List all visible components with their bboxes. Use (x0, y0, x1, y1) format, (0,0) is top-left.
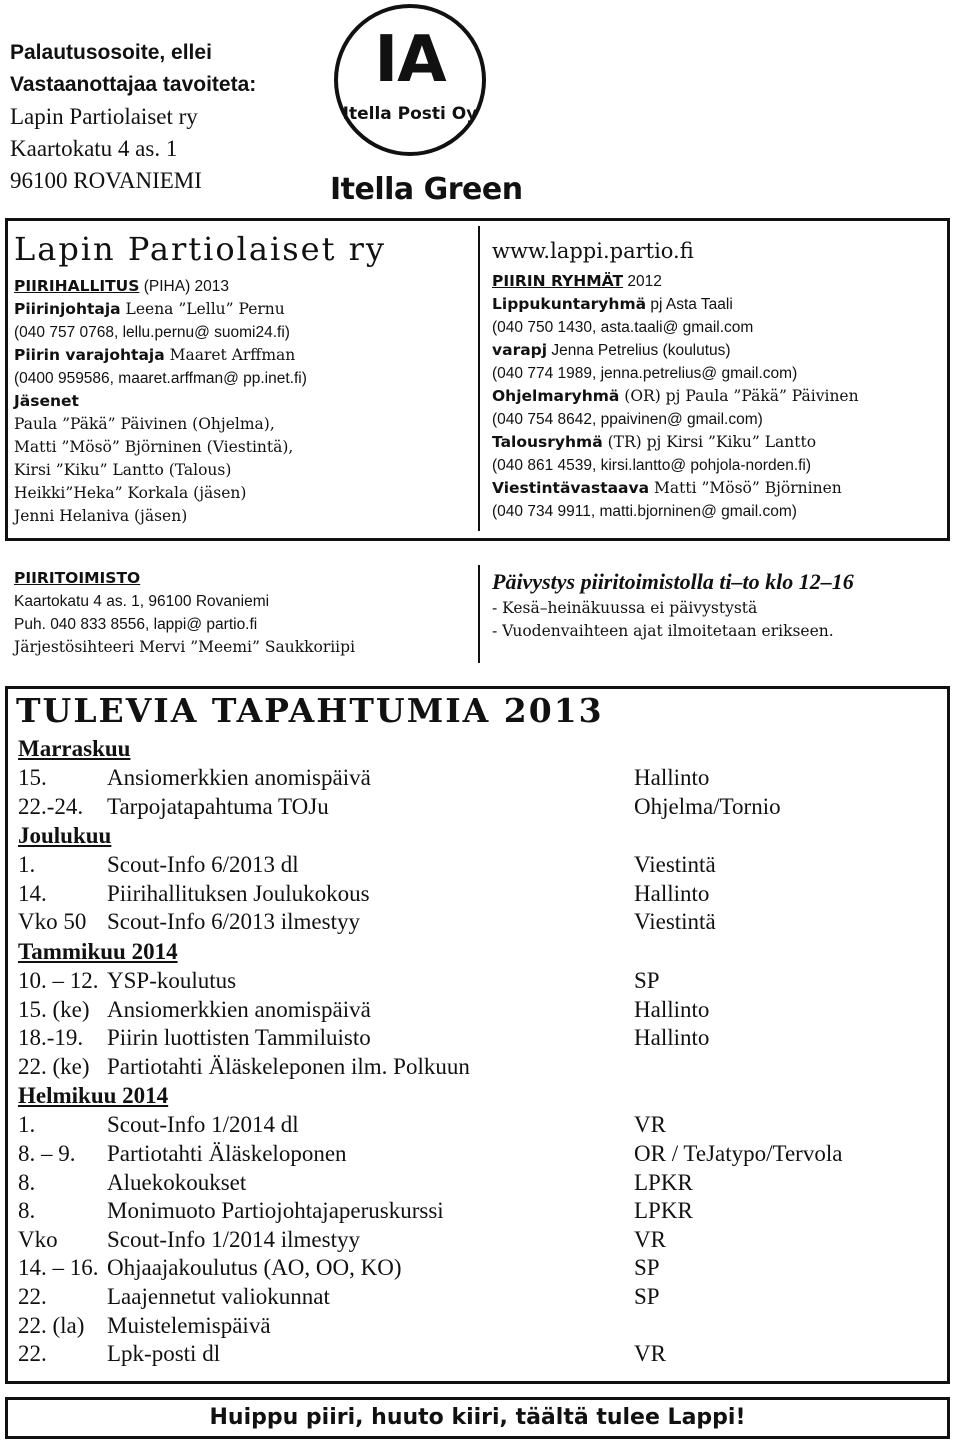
event-name: Scout-Info 6/2013 dl (107, 852, 299, 878)
board-heading: PIIRIHALLITUS (14, 277, 140, 295)
office-heading: PIIRITOIMISTO (14, 569, 141, 587)
event-row (18, 851, 938, 880)
flag-deputy-line (492, 339, 859, 362)
event-organizer: Hallinto (634, 765, 710, 790)
return-label-line2: Vastaanottajaa tavoiteta: (10, 73, 257, 96)
leader-label: Piirinjohtaja (14, 300, 121, 318)
leader-contact: (040 757 0768, lellu.pernu@ suomi24.fi) (14, 324, 290, 341)
deputy-contact: (0400 959586, maaret.arffman@ pp.inet.fi) (14, 370, 307, 387)
member-item: Heikki”Heka” Korkala (jäsen) (14, 484, 247, 502)
program-group-line (492, 385, 859, 408)
event-organizer: SP (634, 1255, 660, 1281)
return-city: 96100 ROVANIEMI (10, 168, 202, 193)
flag-deputy-name: Jenna Petrelius (koulutus) (547, 342, 731, 359)
event-organizer: VR (634, 1112, 666, 1138)
member-item: Jenni Helaniva (jäsen) (14, 507, 188, 525)
event-name: Scout-Info 1/2014 ilmestyy (107, 1226, 360, 1252)
member-item: Matti ”Mösö” Björninen (Viestintä), (14, 438, 294, 456)
event-name: Piirin luottisten Tammiluisto (107, 1025, 371, 1051)
event-row (18, 880, 938, 909)
leader-name: Leena ”Lellu” Pernu (120, 300, 285, 318)
events-title: TULEVIA TAPAHTUMIA 2013 (16, 691, 604, 730)
event-organizer: Viestintä (634, 909, 716, 935)
flag-deputy-contact: (040 774 1989, jenna.petrelius@ gmail.com) (492, 365, 798, 382)
info-box-divider (478, 226, 480, 531)
groups-section (492, 236, 859, 523)
event-row (18, 1283, 938, 1312)
event-date: 8. (18, 1198, 36, 1224)
month-heading: Helmikuu 2014 (18, 1083, 169, 1109)
office-secretary: Järjestösihteeri Mervi ”Meemi” Saukkoriipi (14, 638, 356, 656)
event-organizer: VR (634, 1226, 666, 1252)
flag-deputy-label: varapj (492, 341, 548, 359)
event-row (18, 967, 938, 996)
comms-contact: (040 734 9911, matti.bjorninen@ gmail.com) (492, 503, 797, 520)
office-phone: Puh. 040 833 8556, lappi@ partio.fi (14, 616, 258, 633)
event-date: 1. (18, 852, 36, 878)
event-name: Piirihallituksen Joulukokous (107, 880, 370, 906)
event-row (18, 1140, 938, 1169)
event-date: 15. (ke) (18, 996, 90, 1022)
event-organizer: LPKR (634, 1198, 693, 1224)
footer-slogan: Huippu piiri, huuto kiiri, täältä tulee Lappi! (5, 1397, 950, 1439)
event-date: 22. (18, 1341, 47, 1367)
event-row (18, 908, 938, 937)
website-link[interactable]: www.lappi.partio.fi (492, 239, 694, 263)
event-date: 1. (18, 1112, 36, 1138)
event-name: Partiotahti Äläskeleponen ilm. Polkuun (107, 1053, 470, 1079)
logo-posti-text: Itella Posti Oy (342, 104, 478, 124)
groups-heading: PIIRIN RYHMÄT (492, 272, 624, 290)
event-date: 8. (18, 1169, 36, 1195)
event-organizer: Ohjelma/Tornio (634, 793, 781, 819)
month-heading: Marraskuu (18, 736, 131, 761)
event-date: 18.-19. (18, 1025, 84, 1051)
org-title: Lapin Partiolaiset ry (14, 230, 386, 268)
logo-ia-text: IA (374, 23, 446, 97)
flag-group-name: pj Asta Taali (646, 296, 733, 313)
return-street: Kaartokatu 4 as. 1 (10, 136, 178, 161)
board-heading-line (14, 275, 307, 298)
event-name: Ansiomerkkien anomispäivä (107, 765, 371, 790)
finance-group-line (492, 431, 859, 454)
event-row (18, 1111, 938, 1140)
event-row (18, 1254, 938, 1283)
program-group-name: (OR) pj Paula ”Päkä” Päivinen (619, 387, 859, 405)
event-name: Muistelemispäivä (107, 1312, 271, 1338)
event-date: 22. (la) (18, 1312, 85, 1338)
finance-group-contact: (040 861 4539, kirsi.lantto@ pohjola-norden.fi) (492, 457, 812, 474)
event-row (18, 1169, 938, 1198)
event-organizer: VR (634, 1341, 666, 1367)
program-group-contact: (040 754 8642, ppaivinen@ gmail.com) (492, 411, 763, 428)
event-organizer: Hallinto (634, 1025, 710, 1051)
event-date: 15. (18, 765, 47, 790)
return-name: Lapin Partiolaiset ry (10, 104, 198, 129)
event-organizer: Viestintä (634, 852, 716, 878)
comms-line (492, 477, 859, 500)
office-section (14, 567, 355, 659)
event-date: 22.-24. (18, 793, 84, 819)
event-name: Tarpojatapahtuma TOJu (107, 793, 329, 819)
event-name: YSP-koulutus (107, 967, 237, 993)
event-row (18, 1197, 938, 1226)
event-row (18, 1312, 938, 1341)
member-item: Paula ”Päkä” Päivinen (Ohjelma), (14, 415, 275, 433)
event-date: 14. (18, 880, 47, 906)
deputy-line (14, 344, 307, 367)
comms-label: Viestintävastaava (492, 479, 650, 497)
leader-line (14, 298, 307, 321)
event-date: Vko (18, 1226, 58, 1252)
event-organizer: LPKR (634, 1169, 693, 1195)
event-organizer: Hallinto (634, 880, 710, 906)
return-address (10, 37, 330, 197)
event-date: 10. – 12. (18, 967, 99, 993)
event-name: Scout-Info 6/2013 ilmestyy (107, 909, 360, 935)
deputy-label: Piirin varajohtaja (14, 346, 165, 364)
event-organizer: SP (634, 1283, 660, 1309)
event-organizer: OR / TeJatypo/Tervola (634, 1140, 843, 1166)
event-name: Ohjaajakoulutus (AO, OO, KO) (107, 1255, 402, 1281)
month-heading: Tammikuu 2014 (18, 938, 178, 964)
event-date: 22. (ke) (18, 1053, 90, 1079)
return-label-line1: Palautusosoite, ellei (10, 41, 212, 64)
event-name: Monimuoto Partiojohtajaperuskurssi (107, 1198, 444, 1224)
event-name: Scout-Info 1/2014 dl (107, 1112, 299, 1138)
duty-title: Päivystys piiritoimistolla ti–to klo 12–16 (492, 569, 854, 594)
duty-section (492, 567, 854, 643)
groups-heading-line (492, 270, 859, 293)
event-row (18, 793, 938, 822)
events-list (18, 734, 938, 1369)
event-name: Laajennetut valiokunnat (107, 1283, 330, 1309)
finance-group-name: (TR) pj Kirsi ”Kiku” Lantto (602, 433, 817, 451)
event-row (18, 764, 938, 793)
event-organizer: Hallinto (634, 996, 710, 1022)
event-row (18, 1053, 938, 1082)
event-row (18, 996, 938, 1025)
event-row (18, 1024, 938, 1053)
duty-note: - Kesä–heinäkuussa ei päivystystä (492, 599, 758, 617)
flag-group-label: Lippukuntaryhmä (492, 295, 647, 313)
event-date: 14. – 16. (18, 1255, 99, 1281)
event-date: Vko 50 (18, 909, 87, 935)
event-name: Aluekokoukset (107, 1169, 247, 1195)
board-heading-suffix: (PIHA) 2013 (139, 278, 230, 295)
comms-name: Matti ”Mösö” Björninen (649, 479, 842, 497)
flag-group-line (492, 293, 859, 316)
event-name: Ansiomerkkien anomispäivä (107, 996, 371, 1022)
itella-green-label: Itella Green (330, 172, 523, 207)
member-item: Kirsi ”Kiku” Lantto (Talous) (14, 461, 232, 479)
office-address: Kaartokatu 4 as. 1, 96100 Rovaniemi (14, 593, 270, 610)
itella-logo (334, 4, 486, 156)
event-date: 8. – 9. (18, 1140, 76, 1166)
board-section (14, 275, 307, 528)
event-date: 22. (18, 1283, 47, 1309)
month-heading: Joulukuu (18, 823, 112, 849)
groups-heading-year: 2012 (623, 273, 662, 290)
duty-note: - Vuodenvaihteen ajat ilmoitetaan erikseen. (492, 622, 834, 640)
event-row (18, 1340, 938, 1369)
event-name: Partiotahti Äläskeloponen (107, 1140, 347, 1166)
finance-group-label: Talousryhmä (492, 433, 603, 451)
deputy-name: Maaret Arffman (164, 346, 296, 364)
event-name: Lpk-posti dl (107, 1341, 221, 1367)
program-group-label: Ohjelmaryhmä (492, 387, 620, 405)
duty-divider (478, 565, 480, 663)
event-organizer: SP (634, 967, 660, 993)
flag-group-contact: (040 750 1430, asta.taali@ gmail.com (492, 319, 754, 336)
members-label: Jäsenet (14, 392, 79, 410)
event-row (18, 1226, 938, 1255)
